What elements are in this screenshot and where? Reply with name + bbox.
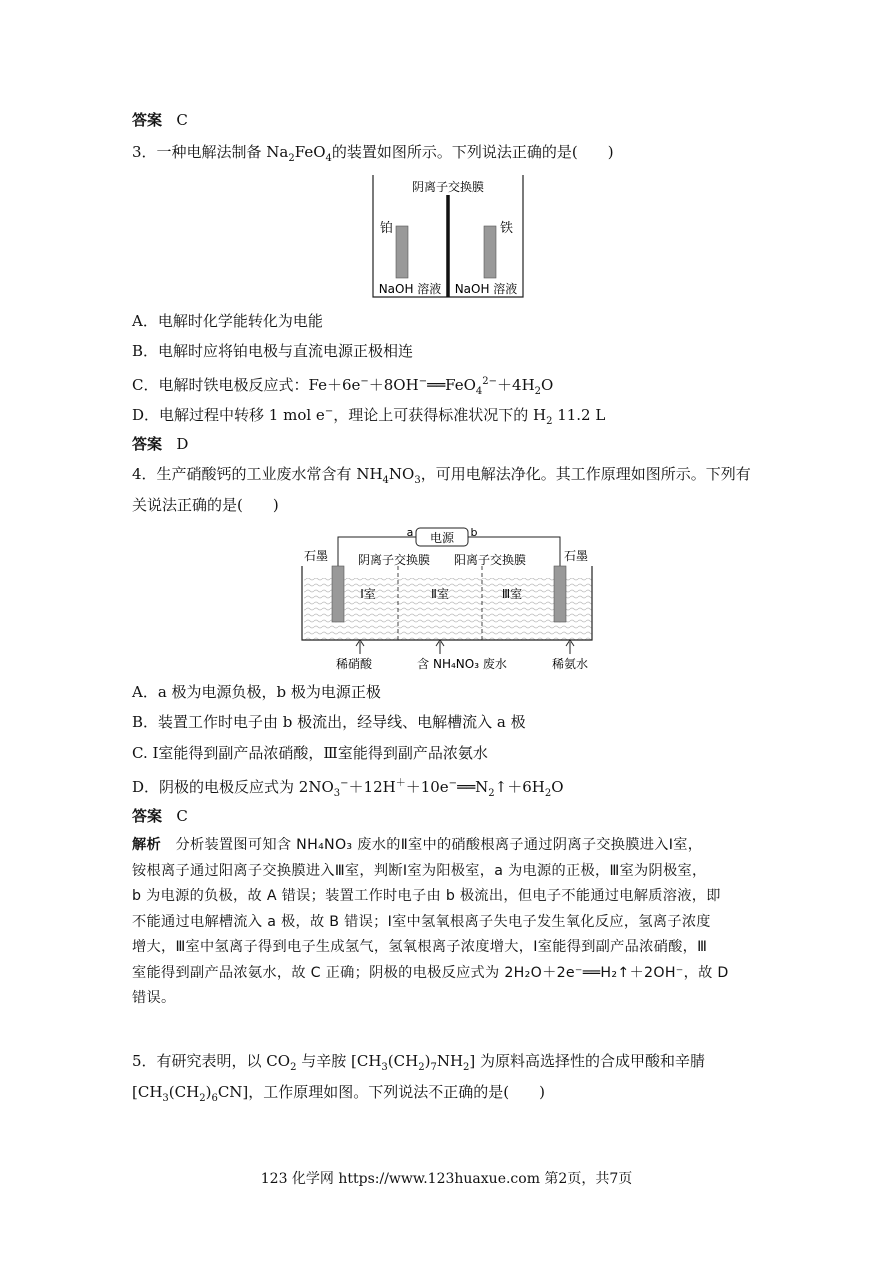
left-solution-label: NaOH 溶液 [378,282,442,296]
q4-stem-text: ，可用电解法净化。其工作原理如图所示。下列有 [420,465,751,483]
q5-sub: 2 [418,1062,425,1073]
q4-electrolysis-figure [298,522,598,672]
answer-line-prev [132,110,188,130]
q4-sub: 4 [382,475,389,486]
opt-text: D．阴极的电极反应式为 2NO [132,778,334,796]
q5-sub: 2 [199,1093,206,1104]
explanation-line: 室能得到副产品浓氨水，故 C 正确；阴极的电极反应式为 2H₂O＋2e⁻══H₂↑＋2OH⁻，故 D [132,964,729,981]
answer-label: 答案 [132,111,163,129]
pole-b-label: b [470,526,478,539]
opt-sup: ＋ [395,778,406,789]
q4-option-c: C. Ⅰ室能得到副产品浓硝酸，Ⅲ室能得到副产品浓氨水 [132,744,488,762]
q5-text: NH [436,1052,464,1070]
explanation-line: 错误。 [132,990,176,1006]
q3-sub: 2 [288,153,295,164]
q5-text: [CH [132,1083,163,1101]
pole-a-label: a [406,526,414,539]
opt-text: ＋10e [405,778,449,796]
q5-text: 与辛胺 [CH [296,1052,382,1070]
right-graphite-label: 石墨 [564,549,589,563]
opt-sub: 2 [534,386,542,397]
opt-text: 11.2 L [552,406,606,424]
q5-text: CN]，工作原理如图。下列说法不正确的是( ) [217,1083,545,1101]
q3-answer-line [132,434,188,454]
q3-stem-text: FeO [294,143,326,161]
q5-sub: 7 [430,1062,437,1073]
q5-text: ] 为原料高选择性的合成甲酸和辛腈 [469,1052,706,1070]
q4-stem-text: 4．生产硝酸钙的工业废水常含有 NH [132,465,383,483]
q3-stem [132,142,614,169]
explanation-label: 解析 [132,837,161,853]
power-label: 电源 [429,531,455,545]
opt-sub: 2 [546,416,553,427]
explanation-line: b 为电源的负极，故 A 错误；装置工作时电子由 b 极流出，但电子不能通过电解质溶液，即 [132,888,721,904]
q5-text: 5．有研究表明，以 CO [132,1052,291,1070]
opt-sup: − [448,778,458,789]
q3-stem-text: 的装置如图所示。下列说法正确的是( ) [331,143,614,161]
opt-text: O [551,778,564,796]
q4-option-b: B．装置工作时电子由 b 极流出，经导线、电解槽流入 a 极 [132,713,526,731]
q3-option-d: D．电解过程中转移 1 mol e−，理论上可获得标准状况下的 $H_2$ 11.2 L [132,406,606,427]
q3-stem-text: 3．一种电解法制备 Na [132,143,289,161]
q4-answer-line [132,806,188,826]
q5-text: (CH [168,1083,200,1101]
room3-label: Ⅲ室 [501,587,523,601]
page-footer: 123 化学网 https://www.123huaxue.com 第2页，共7页 [260,1171,633,1187]
q3-option-a: A．电解时化学能转化为电能 [132,312,323,330]
q5-text: ) [424,1052,431,1070]
q4-option-a: A．a 极为电源负极，b 极为电源正极 [132,683,381,701]
opt-text: ══N [457,778,489,796]
opt-text: ＋8OH [368,376,419,394]
answer-label: 答案 [132,807,163,825]
room2-label: Ⅱ室 [431,587,449,601]
q3-sub: 4 [325,153,332,164]
opt-sub: 2 [488,788,495,799]
opt-sub: 2 [544,788,552,799]
inlet-mid-label: 含 NH₄NO₃ 废水 [417,657,507,671]
membrane-label: 阴离子交换膜 [411,180,485,194]
q5-sub: 3 [381,1062,388,1073]
q5-stem-line1 [132,1051,705,1078]
explanation-line: 不能通过电解槽流入 a 极，故 B 错误；Ⅰ室中氢氧根离子失电子发生氧化反应，氢离子浓度 [132,913,711,930]
q3-electrolysis-figure [368,170,528,302]
right-electrode-label: 铁 [500,221,514,236]
opt-text: ↑＋6H [494,778,545,796]
q5-sub: 2 [463,1062,470,1073]
answer-value: D [176,435,189,453]
explanation-line [132,833,762,859]
explanation-line: 增大，Ⅲ室中氢离子得到电子生成氢气，氢氧根离子浓度增大，Ⅰ室能得到副产品浓硝酸，Ⅲ [132,939,708,955]
opt-text: ，理论上可获得标准状况下的 H [333,406,547,424]
q5-sub: 2 [290,1062,297,1073]
inlet-right-label: 稀氨水 [551,657,589,671]
opt-sup: − [340,778,349,789]
explanation-line: 铵根离子通过阳离子交换膜进入Ⅲ室，判断Ⅰ室为阳极室，a 为电源的正极，Ⅲ室为阴极室， [132,862,707,879]
membrane2-label: 阳离子交换膜 [453,553,527,567]
opt-sub: 4 [475,386,483,397]
membrane1-label: 阴离子交换膜 [357,553,431,567]
q5-sub: 6 [211,1093,218,1104]
q4-option-d [132,774,564,804]
right-solution-label: NaOH 溶液 [454,282,518,296]
q5-stem-line2 [132,1082,545,1109]
opt-text: O [541,376,554,394]
q4-stem-line1 [132,464,751,491]
opt-sub: 3 [333,788,341,799]
inlet-left-label: 稀硝酸 [335,657,373,671]
q4-stem-text: NO [388,465,415,483]
room1-label: Ⅰ室 [360,587,376,601]
left-graphite-label: 石墨 [304,549,329,563]
left-electrode-label: 铂 [380,221,394,236]
opt-text: C．电解时铁电极反应式：Fe＋6e [132,376,361,394]
answer-value: C [176,807,188,825]
q4-sub: 3 [414,475,421,486]
q4-stem-line2: 关说法正确的是( ) [132,496,279,514]
answer-value: C [176,111,188,129]
q4-explanation [132,833,762,1012]
q5-sub: 3 [162,1093,169,1104]
explanation-text: 分析装置图可知含 NH₄NO₃ 废水的Ⅱ室中的硝酸根离子通过阴离子交换膜进入Ⅰ室， [160,837,703,853]
opt-sup: 2− [482,376,498,387]
answer-label: 答案 [132,435,163,453]
opt-text: ＋12H [348,778,396,796]
q5-text: (CH [387,1052,419,1070]
q3-option-b: B．电解时应将铂电极与直流电源正极相连 [132,342,414,360]
q3-option-c: C．电解时铁电极反应式：$Fe+6e^-+8OH^-══FeO_4^{2-}+4H_2O$ [132,376,554,397]
opt-text: ＋4H [497,376,535,394]
opt-text: D．电解过程中转移 1 mol e [132,406,325,424]
q5-text: ) [205,1083,212,1101]
opt-text: ══FeO [427,376,476,394]
